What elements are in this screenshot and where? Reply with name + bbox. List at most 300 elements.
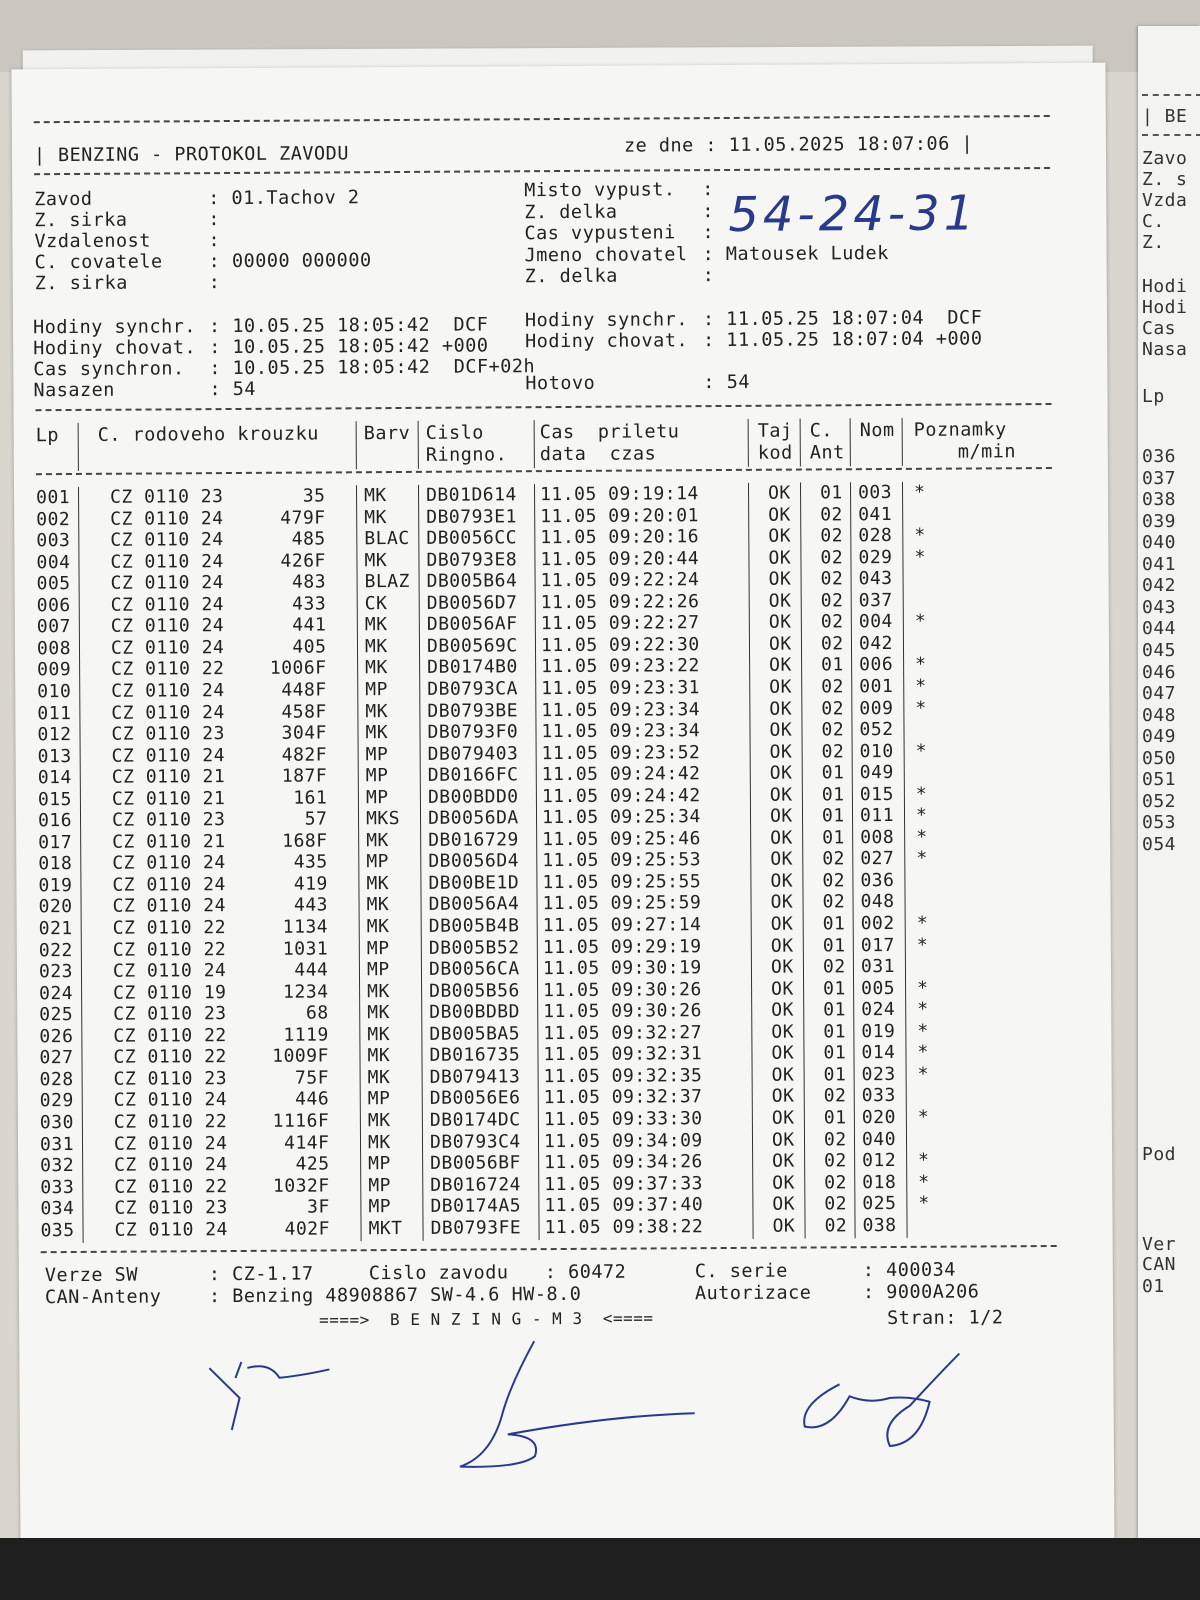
row-ring: CZ 0110 21 161 — [111, 787, 328, 810]
col-ant: Ant — [809, 442, 845, 464]
row-ant: 01 — [822, 913, 846, 935]
column-divider — [534, 420, 535, 468]
cislo-zavodu-label: Cislo zavodu — [368, 1262, 509, 1285]
row-ant: 02 — [820, 525, 844, 547]
right-sync-label: Hodi — [1142, 276, 1188, 297]
row-ant: 02 — [821, 676, 844, 698]
row-nom: 011 — [859, 805, 895, 827]
row-nom: 025 — [862, 1193, 897, 1215]
row-note: * — [916, 826, 928, 848]
row-note: * — [918, 1171, 930, 1193]
row-taj: OK — [769, 741, 793, 763]
row-time: 11.05 09:34:26 — [544, 1151, 703, 1174]
row-nom: 008 — [860, 826, 895, 848]
row-barv: MK — [367, 1066, 391, 1089]
row-ant: 01 — [823, 1021, 847, 1043]
row-taj: OK — [771, 1021, 795, 1043]
row-nom: 029 — [858, 546, 893, 568]
right-row-number: 039 — [1142, 510, 1177, 532]
row-barv: MK — [364, 635, 388, 658]
row-note: * — [914, 611, 927, 633]
row-ringno: DB0056E6 — [429, 1087, 521, 1110]
row-lp: 007 — [36, 616, 71, 638]
row-ring: CZ 0110 24 433 — [110, 593, 327, 616]
row-ring: CZ 0110 24 448F — [111, 679, 327, 702]
row-time: 11.05 09:33:30 — [543, 1108, 703, 1131]
row-lp: 023 — [38, 961, 74, 983]
c-serie-label: C. serie — [694, 1260, 788, 1283]
row-nom: 020 — [861, 1106, 896, 1129]
row-ringno: DB016724 — [430, 1173, 522, 1196]
signature-3 — [804, 1354, 960, 1447]
row-time: 11.05 09:32:35 — [543, 1064, 703, 1087]
row-ring: CZ 0110 22 1032F — [114, 1175, 330, 1198]
right-row-number: 037 — [1142, 467, 1177, 489]
info-value: : — [208, 209, 232, 231]
row-ringno: DB0056AF — [426, 613, 518, 636]
row-ring: CZ 0110 19 1234 — [113, 981, 329, 1004]
sync-value: : 10.05.25 18:05:42 +000 — [209, 335, 489, 359]
row-taj: OK — [771, 1129, 795, 1151]
row-ring: CZ 0110 24 482F — [111, 744, 328, 767]
row-ant: 02 — [821, 740, 845, 763]
row-note: * — [914, 546, 926, 568]
row-nom: 015 — [859, 783, 894, 805]
row-ring: CZ 0110 24 479F — [110, 506, 326, 530]
row-taj: OK — [771, 1085, 795, 1108]
row-barv: MK — [367, 1023, 391, 1045]
row-lp: 009 — [37, 659, 72, 681]
row-taj: OK — [769, 762, 793, 784]
row-note: * — [918, 1149, 930, 1171]
row-barv: MK — [366, 916, 390, 938]
header-left-bar: | — [33, 145, 46, 167]
info-label: Z. sirka — [34, 272, 128, 295]
row-ringno: DB0166FC — [427, 764, 519, 786]
row-time: 11.05 09:23:34 — [541, 720, 701, 743]
report-date: 11.05.2025 18:07:06 — [728, 133, 950, 156]
sync-label: Hodiny chovat. — [33, 337, 197, 360]
row-nom: 042 — [858, 632, 894, 655]
col-data-czas: data czas — [539, 443, 657, 466]
row-nom: 005 — [861, 977, 896, 999]
row-barv: MK — [367, 1045, 391, 1067]
row-taj: OK — [770, 913, 794, 935]
row-barv: MK — [367, 1131, 391, 1153]
autorizace-label: Autorizace — [694, 1282, 812, 1305]
right-row-number: 046 — [1142, 661, 1177, 683]
row-time: 11.05 09:22:26 — [540, 590, 700, 613]
row-ringno: DB01D614 — [425, 484, 517, 506]
row-taj: OK — [770, 892, 794, 914]
col-cas: Cas priletu — [539, 421, 680, 444]
c-serie-value: : 400034 — [862, 1259, 956, 1282]
row-time: 11.05 09:22:27 — [540, 612, 700, 635]
row-barv: MP — [366, 959, 390, 981]
row-ant: 02 — [824, 1171, 848, 1194]
divider — [34, 167, 1050, 175]
row-time: 11.05 09:22:30 — [540, 634, 700, 656]
right-footer-fragment: CAN — [1142, 1254, 1177, 1275]
row-time: 11.05 09:27:14 — [542, 914, 702, 937]
row-ring: CZ 0110 24 402F — [114, 1218, 331, 1241]
row-time: 11.05 09:25:55 — [542, 871, 702, 894]
column-divider — [78, 423, 79, 471]
right-lp-label: Lp — [1142, 386, 1165, 407]
row-taj: OK — [771, 1042, 795, 1065]
row-ring: CZ 0110 21 168F — [112, 830, 328, 853]
right-sync-label: Nasa — [1142, 339, 1188, 360]
row-time: 11.05 09:19:14 — [539, 483, 699, 506]
row-barv: MK — [364, 506, 387, 528]
info-value: : — [702, 221, 726, 244]
right-row-number: 051 — [1142, 769, 1177, 791]
right-label: C. — [1142, 211, 1177, 232]
row-taj: OK — [770, 827, 793, 849]
row-ant: 02 — [820, 611, 844, 633]
row-nom: 041 — [858, 503, 893, 525]
row-note: * — [917, 977, 929, 999]
row-ant: 01 — [823, 999, 846, 1021]
row-note: * — [918, 1192, 930, 1214]
right-row-number: 054 — [1142, 833, 1177, 855]
row-lp: 017 — [38, 831, 73, 854]
row-note: * — [915, 783, 928, 805]
row-barv: MP — [367, 1088, 391, 1110]
row-lp: 027 — [39, 1047, 74, 1069]
desk-edge — [0, 1538, 1200, 1600]
row-barv: MK — [367, 1109, 391, 1132]
handwritten-code: 54-24-31 — [728, 185, 979, 243]
row-ringno: DB0056CA — [428, 958, 520, 980]
row-taj: OK — [769, 654, 792, 677]
sync-label: Hodiny synchr. — [32, 316, 197, 339]
row-lp: 006 — [36, 594, 71, 616]
right-row-number: 045 — [1142, 639, 1177, 661]
row-ring: CZ 0110 24 419 — [112, 873, 328, 896]
row-lp: 035 — [40, 1219, 75, 1241]
sync-value: : 54 — [703, 371, 751, 394]
col-taj: Taj — [757, 420, 793, 442]
row-nom: 048 — [860, 891, 895, 913]
row-ringno: DB0056D4 — [428, 850, 520, 873]
row-lp: 004 — [36, 551, 71, 573]
row-nom: 028 — [858, 525, 893, 547]
row-ant: 02 — [821, 697, 845, 719]
row-ringno: DB005BA5 — [429, 1023, 521, 1045]
row-lp: 010 — [37, 680, 72, 703]
sync-label: Hodiny chovat. — [525, 330, 689, 353]
column-divider — [800, 419, 801, 467]
row-nom: 052 — [859, 719, 894, 741]
right-sync-label: Cas — [1142, 318, 1177, 339]
row-nom: 023 — [861, 1063, 896, 1086]
divider — [34, 115, 1050, 123]
row-lp: 013 — [37, 745, 72, 767]
row-lp: 034 — [40, 1198, 75, 1220]
info-value: : Matousek Ludek — [702, 242, 889, 265]
sync-label: Cas synchron. — [33, 358, 185, 381]
row-time: 11.05 09:25:34 — [541, 806, 701, 829]
row-lp: 022 — [38, 939, 73, 961]
row-ant: 02 — [822, 956, 846, 978]
row-barv: MKT — [368, 1217, 403, 1239]
row-ringno: DB0793FE — [430, 1216, 522, 1239]
row-time: 11.05 09:29:19 — [542, 935, 702, 958]
row-taj: OK — [769, 698, 793, 720]
row-nom: 004 — [858, 611, 893, 633]
row-time: 11.05 09:20:01 — [540, 504, 699, 527]
row-taj: OK — [768, 525, 792, 547]
row-ring: CZ 0110 22 1119 — [113, 1024, 329, 1047]
info-value: : 00000 000000 — [208, 250, 372, 273]
row-taj: OK — [768, 590, 792, 612]
right-row-number: 044 — [1142, 618, 1177, 640]
column-divider — [418, 421, 419, 469]
row-taj: OK — [768, 633, 792, 655]
row-time: 11.05 09:32:37 — [543, 1086, 703, 1109]
row-barv: MP — [365, 765, 389, 787]
row-note: * — [913, 481, 926, 503]
second-sheet-partial — [1138, 26, 1200, 1544]
row-lp: 032 — [40, 1155, 75, 1177]
right-footer-fragment: 01 — [1142, 1276, 1165, 1297]
row-ringno: DB0056D7 — [426, 592, 518, 614]
row-nom: 001 — [859, 675, 894, 698]
right-row-number: 049 — [1142, 726, 1177, 748]
row-nom: 009 — [859, 697, 894, 719]
row-lp: 025 — [39, 1004, 74, 1026]
right-label: Z. — [1142, 232, 1177, 253]
row-lp: 033 — [40, 1176, 75, 1198]
row-time: 11.05 09:25:46 — [542, 827, 701, 850]
row-lp: 014 — [37, 767, 72, 789]
row-note: * — [916, 912, 929, 934]
col-mmin: m/min — [957, 441, 1017, 463]
row-note: * — [917, 1063, 930, 1085]
row-taj: OK — [767, 482, 791, 504]
right-footer-fragment: Ver — [1142, 1234, 1177, 1255]
row-lp: 029 — [39, 1090, 74, 1112]
row-ringno: DB0793E1 — [426, 505, 517, 528]
row-ant: 01 — [823, 1042, 847, 1064]
row-time: 11.05 09:37:33 — [544, 1172, 704, 1195]
row-note: * — [917, 1042, 929, 1064]
row-barv: MK — [365, 722, 389, 744]
row-time: 11.05 09:24:42 — [541, 763, 701, 786]
info-value: : — [208, 230, 232, 252]
row-ant: 01 — [821, 654, 844, 676]
signature-1 — [209, 1361, 329, 1430]
row-lp: 016 — [37, 810, 73, 832]
row-lp: 011 — [37, 702, 72, 724]
right-header-fragment: | BE — [1142, 106, 1188, 127]
row-barv: MP — [368, 1196, 392, 1218]
row-time: 11.05 09:37:40 — [544, 1194, 704, 1217]
row-ring: CZ 0110 23 304F — [111, 722, 327, 745]
row-barv: MP — [365, 786, 389, 808]
row-ring: CZ 0110 22 1031 — [112, 937, 329, 961]
row-lp: 012 — [37, 724, 72, 746]
right-row-number: 041 — [1142, 553, 1177, 575]
row-ring: CZ 0110 24 405 — [110, 636, 327, 659]
row-time: 11.05 09:30:19 — [542, 957, 702, 980]
right-row-number: 048 — [1142, 704, 1177, 726]
row-barv: MK — [365, 657, 388, 679]
row-barv: MP — [365, 743, 389, 765]
row-ringno: DB0793BE — [427, 699, 519, 722]
row-lp: 028 — [39, 1068, 74, 1091]
row-lp: 031 — [39, 1133, 75, 1155]
divider — [41, 1245, 1057, 1253]
row-ringno: DB079403 — [427, 742, 519, 765]
row-barv: MK — [365, 700, 389, 722]
row-ring: CZ 0110 24 458F — [111, 700, 327, 724]
row-barv: BLAC — [364, 528, 410, 550]
row-ringno: DB0056A4 — [428, 893, 520, 916]
row-nom: 033 — [861, 1085, 896, 1107]
row-ring: CZ 0110 24 483 — [110, 571, 327, 594]
row-ring: CZ 0110 23 68 — [113, 1002, 329, 1025]
row-ringno: DB016735 — [429, 1044, 521, 1067]
column-divider — [748, 419, 749, 467]
signatures — [189, 1313, 1010, 1478]
row-lp: 024 — [39, 982, 74, 1004]
row-barv: MP — [368, 1153, 391, 1175]
row-taj: OK — [768, 611, 792, 634]
row-ringno: DB0056BF — [430, 1152, 521, 1174]
row-ant: 01 — [821, 805, 845, 827]
row-ant: 02 — [824, 1150, 847, 1172]
row-ring: CZ 0110 24 414F — [113, 1131, 330, 1155]
row-nom: 014 — [861, 1042, 896, 1064]
row-time: 11.05 09:20:44 — [540, 547, 700, 570]
row-ring: CZ 0110 24 441 — [110, 614, 327, 638]
row-barv: MK — [364, 485, 387, 507]
row-note: * — [916, 934, 929, 956]
row-lp: 001 — [36, 487, 71, 509]
sync-label: Nasazen — [33, 379, 115, 402]
row-time: 11.05 09:25:59 — [542, 892, 702, 915]
row-time: 11.05 09:30:26 — [543, 978, 702, 1001]
row-ringno: DB0056DA — [427, 807, 519, 830]
col-ringno: Ringno. — [425, 444, 508, 466]
row-ant: 01 — [822, 934, 846, 956]
report-title: BENZING - PROTOKOL ZAVODU — [57, 143, 349, 167]
divider — [36, 403, 1052, 411]
row-taj: OK — [771, 1064, 795, 1086]
row-barv: MK — [366, 894, 390, 916]
row-time: 11.05 09:22:24 — [540, 569, 700, 592]
row-lp: 005 — [36, 573, 71, 595]
row-ringno: DB005B52 — [428, 936, 520, 959]
row-nom: 031 — [860, 956, 896, 978]
row-time: 11.05 09:32:27 — [543, 1021, 703, 1044]
col-kod: kod — [757, 442, 793, 464]
row-time: 11.05 09:23:22 — [541, 655, 700, 678]
row-nom: 043 — [858, 568, 893, 590]
row-ringno: DB0793F0 — [427, 721, 519, 743]
row-barv: MP — [366, 937, 390, 959]
col-poznamky: Poznamky — [913, 419, 1007, 441]
row-barv: MK — [366, 829, 389, 851]
right-footer-fragment: Pod — [1142, 1144, 1177, 1165]
right-row-number: 038 — [1142, 489, 1177, 511]
row-taj: OK — [769, 719, 793, 741]
right-sync-label: Hodi — [1142, 297, 1188, 318]
row-barv: MK — [364, 549, 388, 571]
row-lp: 030 — [39, 1111, 74, 1134]
row-time: 11.05 09:20:16 — [540, 526, 700, 549]
info-label: Cas vypusteni — [524, 222, 676, 245]
row-taj: OK — [771, 978, 794, 1000]
can-value: : Benzing 48908867 SW-4.6 HW-8.0 — [208, 1283, 582, 1308]
right-label: Z. s — [1142, 169, 1188, 190]
sync-value: : 10.05.25 18:05:42 DCF+02h — [209, 356, 536, 380]
row-ant: 02 — [820, 633, 844, 655]
row-taj: OK — [770, 935, 794, 957]
col-cislo: Cislo — [425, 422, 484, 444]
row-note: * — [915, 654, 927, 676]
row-note: * — [915, 697, 927, 719]
row-time: 11.05 09:25:53 — [542, 849, 702, 872]
row-taj: OK — [769, 805, 793, 827]
right-label: Vzda — [1142, 190, 1188, 211]
row-ringno: DB079413 — [429, 1066, 521, 1088]
row-ring: CZ 0110 24 443 — [112, 894, 329, 918]
row-barv: BLAZ — [364, 571, 411, 593]
row-ring: CZ 0110 24 446 — [113, 1088, 330, 1112]
row-lp: 019 — [38, 874, 73, 897]
info-value: : — [702, 264, 727, 287]
row-barv: MK — [364, 614, 388, 636]
row-ringno: DB0793E8 — [426, 548, 518, 571]
info-label: Vzdalenost — [34, 230, 151, 253]
row-ant: 02 — [822, 891, 846, 913]
row-ringno: DB00569C — [426, 635, 518, 657]
row-nom: 018 — [862, 1171, 897, 1193]
row-time: 11.05 09:32:31 — [543, 1043, 703, 1066]
row-ring: CZ 0110 24 444 — [112, 959, 329, 982]
row-taj: OK — [772, 1193, 796, 1215]
col-nom: Nom — [859, 419, 895, 442]
row-ring: CZ 0110 22 1134 — [112, 916, 329, 939]
col-c: C. — [809, 420, 834, 442]
row-ant: 01 — [821, 783, 845, 806]
row-ringno: DB0174B0 — [427, 656, 518, 679]
row-ant: 02 — [823, 1128, 847, 1150]
row-ringno: DB00BE1D — [428, 872, 520, 894]
column-divider — [902, 418, 903, 466]
info-value: : — [702, 178, 726, 201]
signature-2 — [459, 1340, 695, 1467]
page-number: Stran: 1/2 — [887, 1307, 1004, 1330]
row-taj: OK — [770, 870, 794, 892]
row-ant: 02 — [823, 1085, 847, 1107]
row-ringno: DB00BDD0 — [427, 785, 519, 808]
row-ring: CZ 0110 22 1006F — [111, 657, 327, 681]
row-ant: 02 — [820, 568, 844, 590]
row-nom: 006 — [859, 654, 894, 676]
row-lp: 026 — [39, 1025, 74, 1047]
verze-sw-label: Verze SW — [44, 1264, 138, 1287]
row-nom: 038 — [862, 1214, 897, 1236]
row-time: 11.05 09:34:09 — [543, 1129, 703, 1152]
right-label: Zavo — [1142, 148, 1188, 169]
row-barv: MK — [366, 872, 390, 895]
row-nom: 019 — [861, 1020, 896, 1042]
column-divider — [356, 421, 357, 469]
